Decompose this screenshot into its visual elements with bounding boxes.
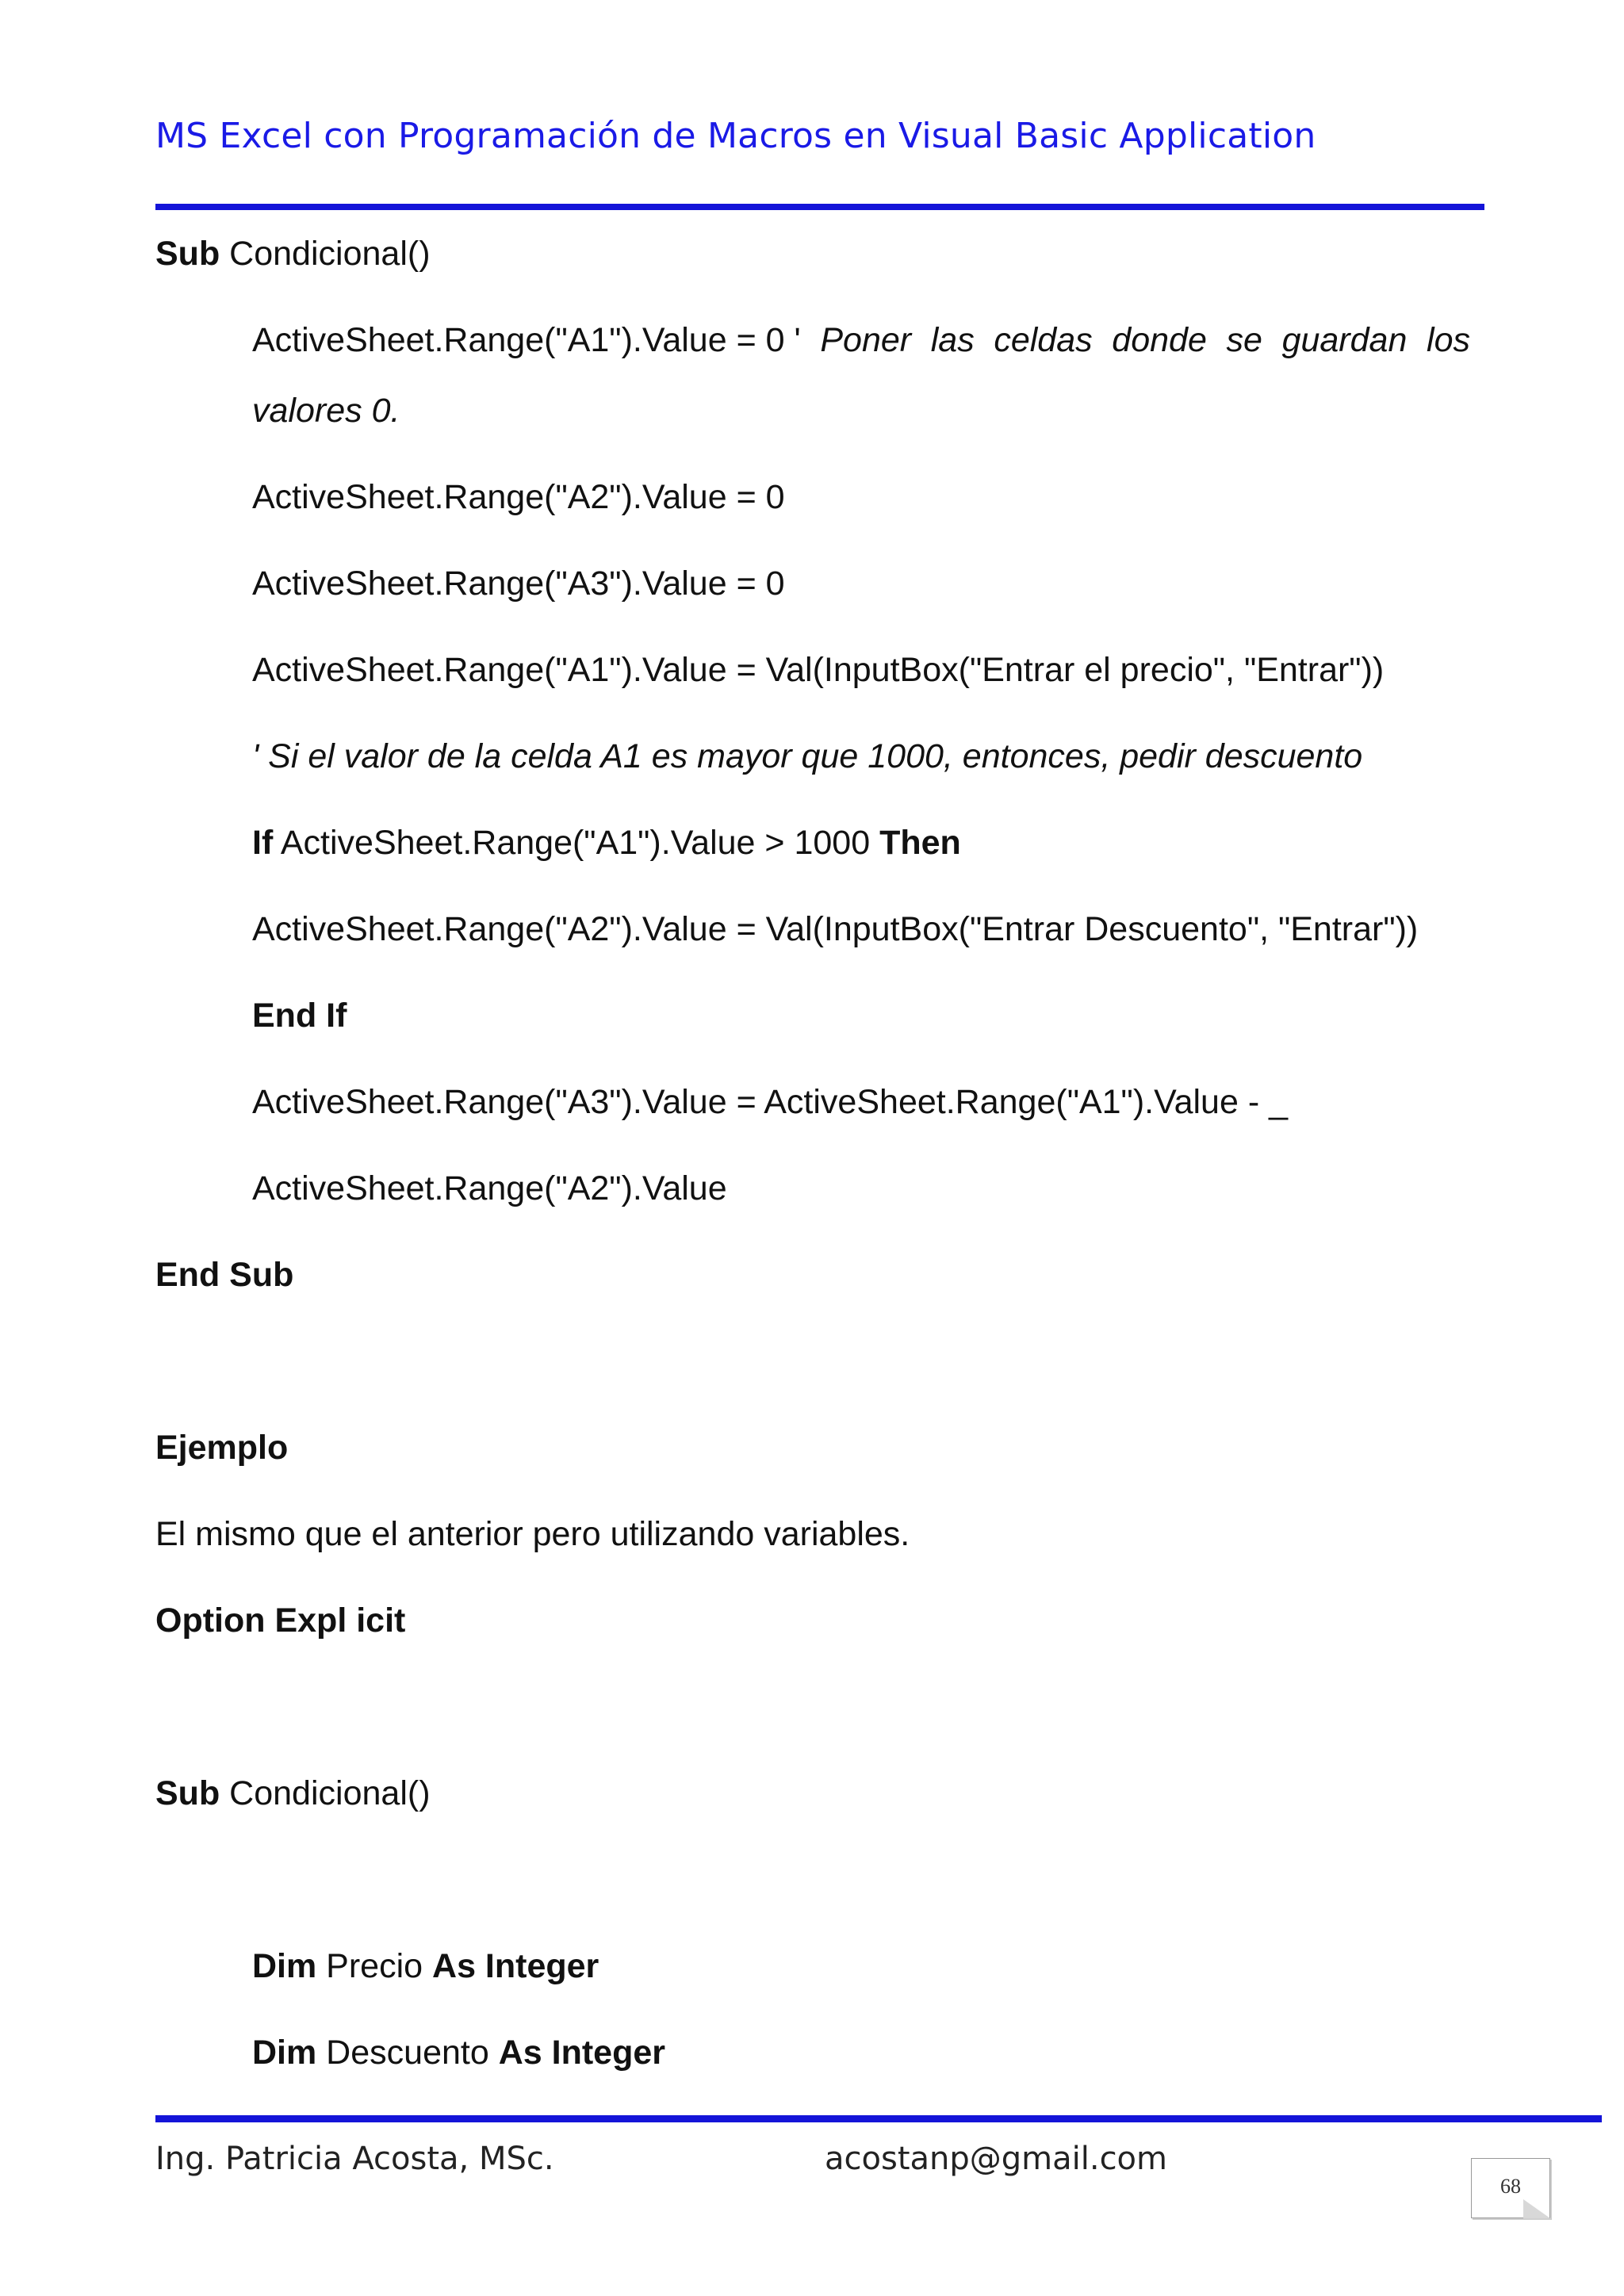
type-keyword: As Integer bbox=[498, 2034, 665, 2072]
then-keyword: Then bbox=[879, 824, 961, 862]
code-line-3: ActiveSheet.Range("A3").Value = 0 bbox=[252, 564, 785, 603]
sub-keyword: Sub bbox=[155, 235, 220, 273]
page-fold-icon bbox=[1523, 2199, 1550, 2218]
code-line-8: ActiveSheet.Range("A2").Value bbox=[252, 1169, 727, 1207]
footer-author: Ing. Patricia Acosta, MSc. bbox=[155, 2141, 554, 2177]
dim-keyword: Dim bbox=[252, 1947, 317, 1985]
code-line-1-continuation: valores 0. bbox=[252, 392, 400, 430]
sub-keyword: Sub bbox=[155, 1774, 220, 1812]
dim-precio bbox=[252, 1947, 599, 1986]
if-statement bbox=[252, 824, 961, 863]
comment-word: se bbox=[1226, 321, 1262, 359]
footer-email: acostanp@gmail.com bbox=[825, 2141, 1167, 2177]
code-line-2: ActiveSheet.Range("A2").Value = 0 bbox=[252, 478, 785, 516]
code-comment: ' Si el valor de la celda A1 es mayor que 1000, entonces, pedir descuento bbox=[252, 737, 1363, 775]
comment-word: las bbox=[930, 321, 975, 359]
type-keyword: As Integer bbox=[432, 1947, 599, 1985]
header-rule bbox=[155, 204, 1484, 210]
code-line-6: ActiveSheet.Range("A2").Value = Val(InputBox("Entrar Descuento", "Entrar")) bbox=[252, 910, 1419, 948]
dim-keyword: Dim bbox=[252, 2034, 317, 2072]
sub-declaration bbox=[155, 235, 431, 274]
comment-word: guardan bbox=[1281, 321, 1408, 359]
sub-name: Condicional() bbox=[229, 1774, 431, 1812]
comment-word: Poner bbox=[820, 321, 912, 359]
comment-word: donde bbox=[1112, 321, 1207, 359]
code-line-1 bbox=[252, 321, 1470, 360]
if-condition: ActiveSheet.Range("A1").Value > 1000 bbox=[273, 824, 880, 862]
header-title: MS Excel con Programación de Macros en Visual Basic Application bbox=[155, 116, 1316, 156]
if-keyword: If bbox=[252, 824, 274, 862]
comment-word: los bbox=[1427, 321, 1470, 359]
footer-rule bbox=[155, 2115, 1602, 2122]
variable-name: Descuento bbox=[316, 2034, 499, 2072]
sub-name: Condicional() bbox=[229, 235, 431, 273]
variable-name: Precio bbox=[316, 1947, 433, 1985]
code-line-1-statement: ActiveSheet.Range("A1").Value = 0 ' bbox=[252, 321, 801, 359]
page-number-box bbox=[1471, 2158, 1550, 2218]
sub-declaration-2 bbox=[155, 1774, 431, 1813]
option-explicit: Option Expl icit bbox=[155, 1601, 406, 1640]
end-if: End If bbox=[252, 997, 347, 1035]
dim-descuento bbox=[252, 2034, 665, 2072]
comment-word: celdas bbox=[994, 321, 1093, 359]
end-sub: End Sub bbox=[155, 1256, 294, 1294]
code-line-4: ActiveSheet.Range("A1").Value = Val(InputBox("Entrar el precio", "Entrar")) bbox=[252, 651, 1385, 689]
example-description: El mismo que el anterior pero utilizando variables. bbox=[155, 1515, 910, 1553]
example-heading: Ejemplo bbox=[155, 1429, 289, 1467]
code-line-7: ActiveSheet.Range("A3").Value = ActiveSheet.Range("A1").Value - _ bbox=[252, 1083, 1288, 1121]
page-number: 68 bbox=[1500, 2175, 1521, 2198]
